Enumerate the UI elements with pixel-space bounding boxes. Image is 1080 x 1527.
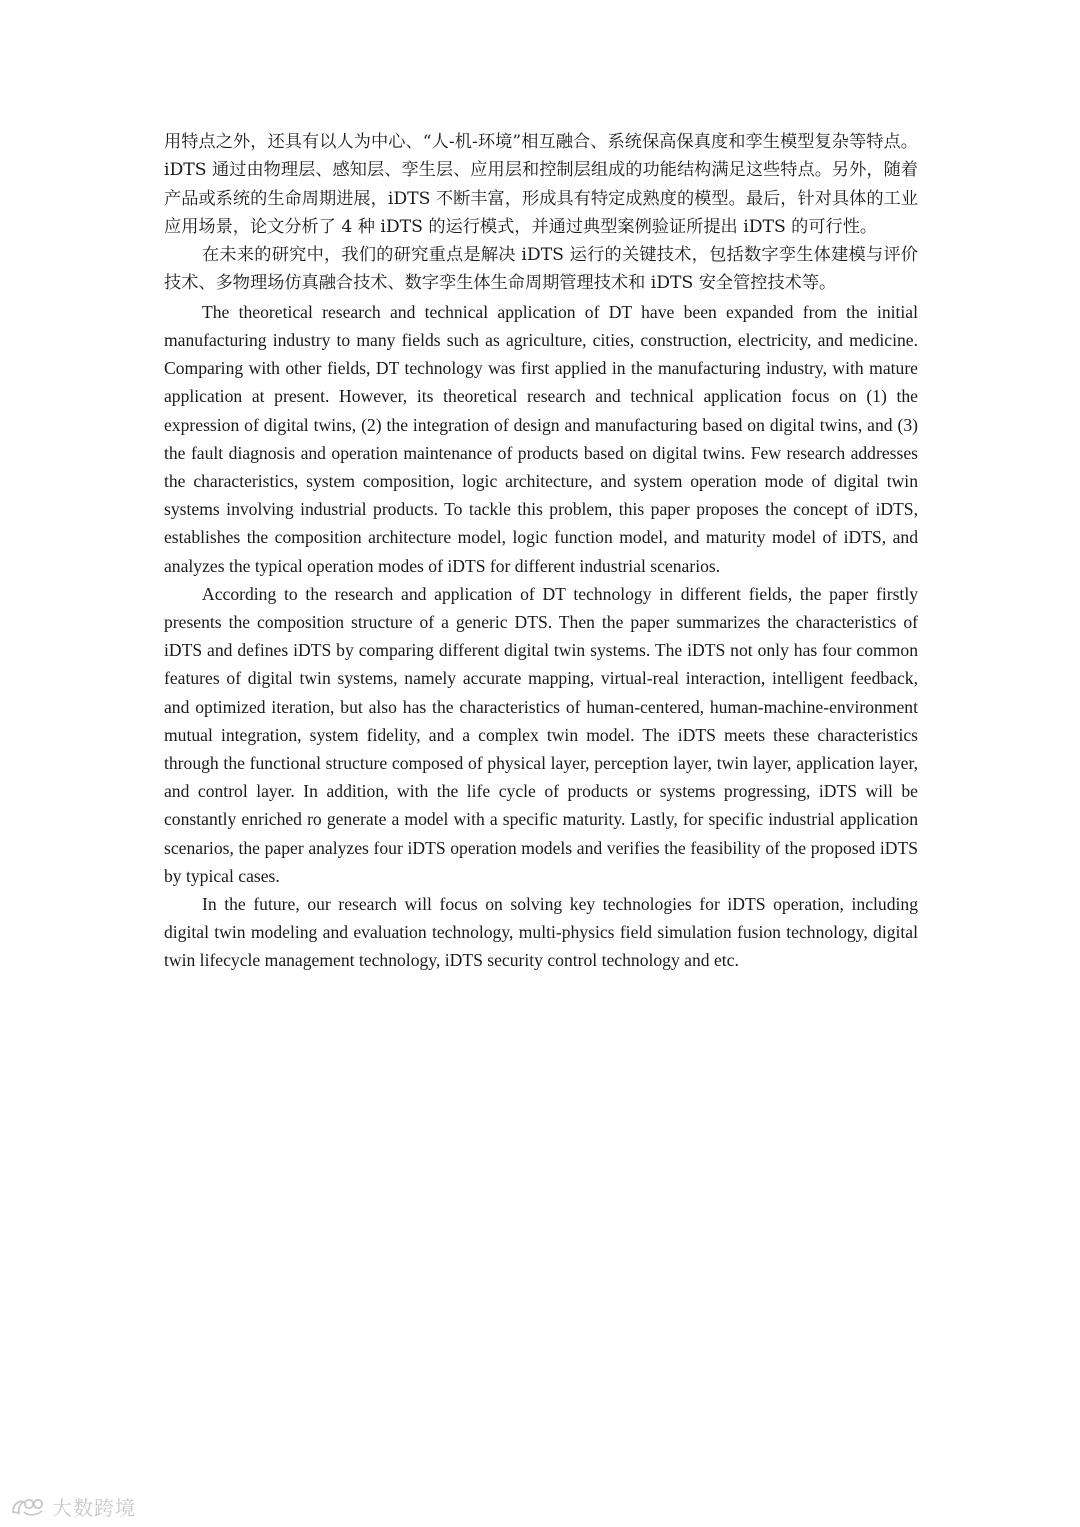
paragraph-en-background: The theoretical research and technical application of DT have been expanded from the initial manufacturing industry to many fields such as agriculture, cities, construction, electricity, and medicine. Comparing with other fields, DT technology was first applied in the manufacturing industry, with mature application at present. However, its theoretical research and technical application focus on (1) the expression of digital twins, (2) the integration of design and manufacturing based on digital twins, and (3) the fault diagnosis and operation maintenance of products based on digital twins. Few research addresses the characteristics, system composition, logic architecture, and system operation mode of digital twin systems involving industrial products. To tackle this problem, this paper proposes the concept of iDTS, establishes the composition architecture model, logic function model, and maturity model of iDTS, and analyzes the typical operation modes of iDTS for different industrial scenarios. (164, 301, 918, 576)
brand-logo-icon (10, 1496, 46, 1518)
watermark (10, 1492, 136, 1521)
paragraph-cn-future-work: 在未来的研究中，我们的研究重点是解决 iDTS 运行的关键技术，包括数字孪生体建模与评价技术、多物理场仿真融合技术、数字孪生体生命周期管理技术和 iDTS 安全管控技术等。 (164, 245, 918, 294)
document-body (164, 128, 918, 975)
paragraph-en-conclusion: According to the research and application of DT technology in different fields, the paper firstly presents the composition structure of a generic DTS. Then the paper summarizes the characteristics of iDTS and defines iDTS by comparing different digital twin systems. The iDTS not only has four common features of digital twin systems, namely accurate mapping, virtual-real interaction, intelligent feedback, and optimized iteration, but also has the characteristics of human-centered, human-machine-environment mutual integration, system fidelity, and a complex twin model. The iDTS meets these characteristics through the functional structure composed of physical layer, perception layer, twin layer, application layer, and control layer. In addition, with the life cycle of products or systems progressing, iDTS will be constantly enriched ro generate a model with a specific maturity. Lastly, for specific industrial application scenarios, the paper analyzes four iDTS operation models and verifies the feasibility of the proposed iDTS by typical cases. (164, 583, 918, 886)
watermark-text: 大数跨境 (52, 1496, 136, 1520)
paragraph-en-future-work: In the future, our research will focus on solving key technologies for iDTS operation, including digital twin modeling and evaluation technology, multi-physics field simulation fusion technology, digital twin lifecycle management technology, iDTS security control technology and etc. (164, 894, 918, 971)
paragraph-cn-conclusion: 用特点之外，还具有以人为中心、“人-机-环境”相互融合、系统保高保真度和孪生模型复杂等特点。iDTS 通过由物理层、感知层、孪生层、应用层和控制层组成的功能结构满足这些特点。另外，随着产品或系统的生命周期进展，iDTS 不断丰富，形成具有特定成熟度的模型。最后，针对具体的工业应用场景，论文分析了 4 种 iDTS 的运行模式，并通过典型案例验证所提出 iDTS 的可行性。 (164, 132, 918, 237)
